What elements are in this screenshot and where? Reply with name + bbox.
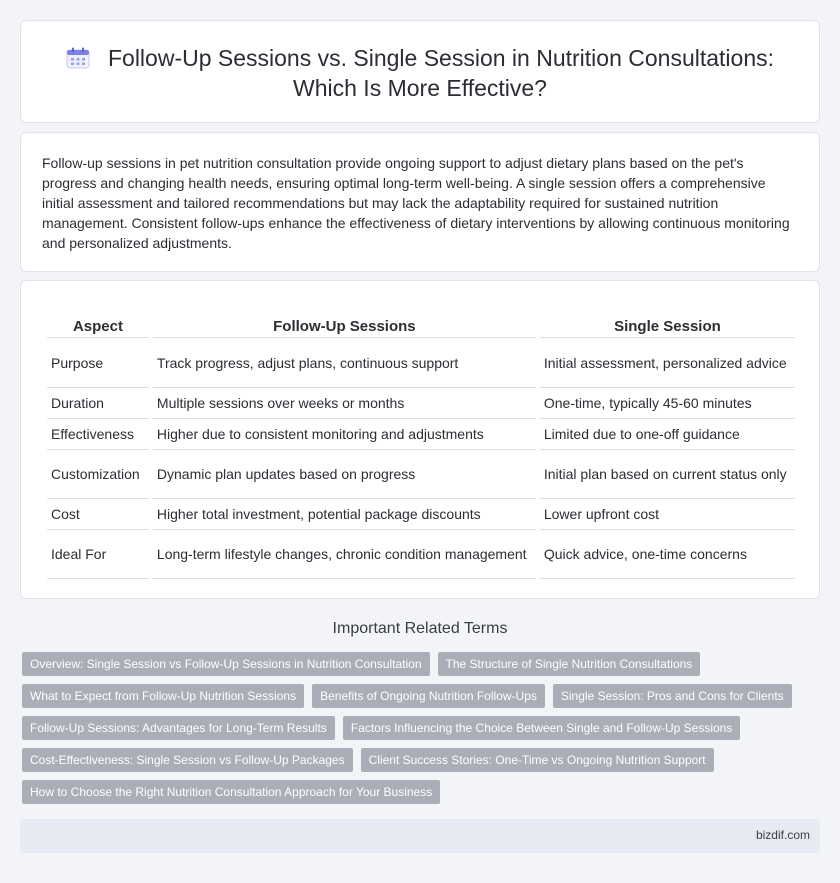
header-single: Single Session (540, 316, 795, 338)
related-terms-list (22, 652, 812, 804)
page-title (21, 43, 819, 103)
related-term-link[interactable]: Client Success Stories: One-Time vs Ongoing Nutrition Support (361, 748, 714, 772)
footer (20, 819, 820, 853)
cell-follow-up: Long-term lifestyle changes, chronic condition management (153, 530, 536, 579)
related-term-link[interactable]: Single Session: Pros and Cons for Clients (553, 684, 792, 708)
cell-single: Limited due to one-off guidance (540, 419, 795, 450)
intro-text: Follow-up sessions in pet nutrition consultation provide ongoing support to adjust dietary plans based on the pet's progress and changing health needs, ensuring optimal long-term well-being. A single session offers a comprehensive initial assessment and tailored recommendations but may lack the adaptability required for sustained nutrition management. Consistent follow-ups enhance the effectiveness of dietary interventions by allowing continuous monitoring and personalized adjustments. (42, 155, 790, 251)
cell-single: Initial plan based on current status only (540, 450, 795, 499)
related-term-link[interactable]: How to Choose the Right Nutrition Consultation Approach for Your Business (22, 780, 440, 804)
table-row (47, 338, 795, 388)
cell-aspect: Duration (47, 388, 149, 419)
related-term-link[interactable]: What to Expect from Follow-Up Nutrition Sessions (22, 684, 304, 708)
related-term-link[interactable]: Follow-Up Sessions: Advantages for Long-Term Results (22, 716, 335, 740)
site-link[interactable]: bizdif.com (755, 828, 810, 842)
related-term-link[interactable]: Overview: Single Session vs Follow-Up Sessions in Nutrition Consultation (22, 652, 430, 676)
cell-single: One-time, typically 45-60 minutes (540, 388, 795, 419)
cell-follow-up: Higher due to consistent monitoring and adjustments (153, 419, 536, 450)
cell-single: Lower upfront cost (540, 499, 795, 530)
table-header-row (47, 316, 795, 338)
cell-follow-up: Track progress, adjust plans, continuous support (153, 338, 536, 388)
comparison-card (20, 280, 820, 599)
title-line-1: Follow-Up Sessions vs. Single Session in Nutrition Consultations: (107, 45, 775, 71)
related-term-link[interactable]: The Structure of Single Nutrition Consultations (438, 652, 701, 676)
related-terms-title: Important Related Terms (332, 620, 508, 637)
calendar-icon (66, 46, 90, 68)
related-term-link[interactable]: Benefits of Ongoing Nutrition Follow-Ups (312, 684, 545, 708)
header-card (20, 20, 820, 123)
intro-card (20, 132, 820, 272)
cell-single: Initial assessment, personalized advice (540, 338, 795, 388)
comparison-table (43, 316, 799, 579)
title-line-2: Which Is More Effective? (293, 75, 547, 101)
cell-single: Quick advice, one-time concerns (540, 530, 795, 579)
table-row (47, 499, 795, 530)
table-row (47, 450, 795, 499)
header-follow-up: Follow-Up Sessions (153, 316, 536, 338)
cell-aspect: Customization (47, 450, 149, 499)
related-term-link[interactable]: Cost-Effectiveness: Single Session vs Follow-Up Packages (22, 748, 353, 772)
header-aspect: Aspect (47, 316, 149, 338)
table-row (47, 388, 795, 419)
table-row (47, 419, 795, 450)
cell-aspect: Ideal For (47, 530, 149, 579)
cell-aspect: Cost (47, 499, 149, 530)
page-title-heading (21, 43, 819, 103)
table-row (47, 530, 795, 579)
cell-follow-up: Higher total investment, potential package discounts (153, 499, 536, 530)
cell-follow-up: Dynamic plan updates based on progress (153, 450, 536, 499)
cell-follow-up: Multiple sessions over weeks or months (153, 388, 536, 419)
cell-aspect: Purpose (47, 338, 149, 388)
cell-aspect: Effectiveness (47, 419, 149, 450)
related-term-link[interactable]: Factors Influencing the Choice Between Single and Follow-Up Sessions (343, 716, 741, 740)
